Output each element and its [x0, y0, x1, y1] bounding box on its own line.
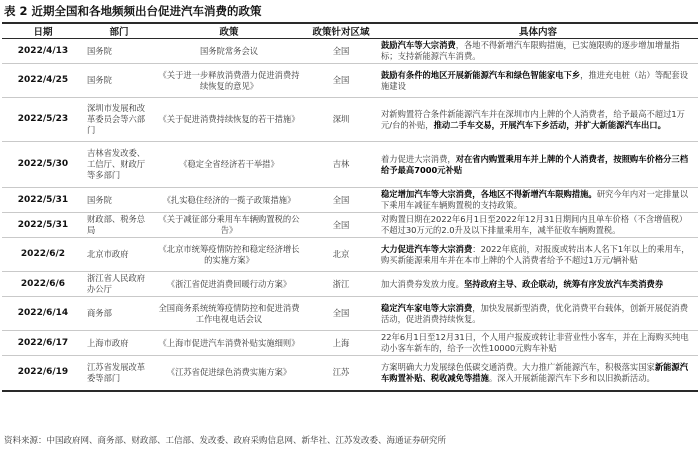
cell-date: 2022/4/13 [2, 39, 84, 64]
table-row [2, 356, 698, 390]
cell-region: 上海 [304, 331, 378, 356]
content-text: ，加快发展新型消费，优化消费平台载体，创新开展促消费活动，促进消费持续恢复。 [381, 302, 689, 324]
cell-region: 全国 [304, 297, 378, 331]
cell-policy: 《稳定全省经济若干举措》 [154, 142, 304, 188]
cell-region: 吉林 [304, 142, 378, 188]
table-body [2, 39, 698, 390]
cell-policy: 《江苏省促进绿色消费实施方案》 [166, 367, 292, 378]
cell-department: 国务院 [84, 39, 154, 64]
content-text: ：2022年底前，对报废或转出本人名下1年以上的乘用车，购买新能源乘用车并在本市上牌的个人消费者给予不超过1万元/辆补贴 [381, 243, 690, 265]
table-row [2, 39, 698, 64]
cell-content [378, 64, 698, 98]
cell-department: 吉林省发改委、工信厅、财政厅等多部门 [84, 142, 154, 188]
cell-policy: 《关于进一步释放消费潜力促进消费持续恢复的意见》 [154, 64, 304, 98]
cell-department: 财政部、税务总局 [84, 213, 154, 238]
cell-date: 2022/5/31 [2, 188, 84, 213]
policy-table [2, 24, 698, 390]
cell-policy: 《北京市统筹疫情防控和稳定经济增长的实施方案》 [154, 238, 304, 272]
cell-date: 2022/6/17 [2, 331, 84, 356]
cell-department: 国务院 [84, 64, 154, 98]
cell-region: 江苏 [332, 367, 350, 378]
cell-date: 2022/6/19 [17, 367, 69, 378]
content-emphasis: 鼓励有条件的地区开展新能源汽车和绿色智能家电下乡 [381, 69, 581, 80]
content-emphasis: 稳定增加汽车等大宗消费，各地区不得新增汽车限购措施。 [381, 189, 597, 199]
table-row [2, 272, 698, 297]
column-header-policy: 政策 [154, 24, 304, 39]
cell-content [378, 272, 698, 297]
cell-date: 2022/5/31 [2, 213, 84, 238]
cell-policy: 国务院常务会议 [154, 39, 304, 64]
cell-region: 深圳 [304, 98, 378, 142]
cell-content [378, 356, 698, 390]
cell-date: 2022/5/30 [2, 142, 84, 188]
content-text: 对购置日期在2022年6月1日至2022年12月31日期间内且单车价格（不含增值税）不超过30万元的2.0升及以下排量乘用车，减半征收车辆购置税。 [381, 214, 688, 235]
column-header-date: 日期 [2, 24, 84, 39]
cell-region: 全国 [304, 64, 378, 98]
content-text: 研究今年内对一定排量以下乘用车减征车辆购置税的支持政策。 [381, 189, 689, 210]
content-emphasis: 新能源汽车购置补贴、税收减免等措施 [381, 361, 689, 383]
cell-policy: 《上海市促进汽车消费补贴实施细则》 [154, 331, 304, 356]
cell-policy: 《浙江省促进消费回暖行动方案》 [154, 272, 304, 297]
content-emphasis: 坚持政府主导、政企联动，统筹有序发放汽车类消费券 [463, 278, 664, 289]
cell-content [378, 213, 698, 238]
cell-date: 2022/6/2 [2, 238, 84, 272]
cell-policy: 《关于减征部分乘用车车辆购置税的公告》 [154, 213, 304, 238]
cell-region: 北京 [304, 238, 378, 272]
content-emphasis: 对在省内购置乘用车并上牌的个人消费者，按照购车价格分三档给予最高7000元补贴 [381, 153, 689, 175]
column-header-content: 具体内容 [378, 24, 698, 39]
cell-date: 2022/4/25 [2, 64, 84, 98]
cell-region: 全国 [304, 188, 378, 213]
content-text: 着力促进大宗消费， [381, 153, 456, 164]
cell-date: 2022/6/6 [2, 272, 84, 297]
column-header-region: 政策针对区域 [304, 24, 378, 39]
content-text: 。深入开展新能源汽车下乡和以旧换新活动。 [488, 372, 655, 383]
table-row [2, 213, 698, 238]
cell-content [378, 238, 698, 272]
cell-policy: 《扎实稳住经济的一揽子政策措施》 [154, 188, 304, 213]
cell-department: 北京市政府 [84, 238, 154, 272]
content-text: ，各地不得新增汽车限购措施，已实施限购的逐步增加增量指标；支持新能源汽车消费。 [381, 40, 680, 61]
cell-department: 国务院 [84, 188, 154, 213]
cell-department: 深圳市发展和改革委员会等六部门 [84, 98, 154, 142]
table-header-row [2, 24, 698, 39]
policy-table-wrapper [2, 22, 698, 392]
table-title: 表 2 近期全国和各地频频出台促进汽车消费的政策 [4, 4, 262, 18]
table-row [2, 238, 698, 272]
cell-department: 江苏省发展改革委等部门 [87, 361, 146, 383]
content-text: 22年6月1日至12月31日，个人用户报废或转让非营业性小客车，并在上海购买纯电动小客车新车的，给予一次性10000元购车补贴 [381, 332, 689, 353]
cell-content [378, 39, 698, 64]
cell-department: 浙江省人民政府办公厅 [84, 272, 154, 297]
column-header-department: 部门 [84, 24, 154, 39]
cell-department: 上海市政府 [84, 331, 154, 356]
table-row [2, 64, 698, 98]
cell-department: 商务部 [84, 297, 154, 331]
cell-content [378, 98, 698, 142]
source-note: 资料来源：中国政府网、商务部、财政部、工信部、发改委、政府采购信息网、新华社、江苏发改委、海通证券研究所 [4, 436, 447, 446]
cell-region: 全国 [304, 39, 378, 64]
cell-region: 浙江 [304, 272, 378, 297]
content-emphasis: 大力促进汽车等大宗消费 [381, 243, 473, 254]
cell-policy: 《关于促进消费持续恢复的若干措施》 [154, 98, 304, 142]
cell-region: 全国 [304, 213, 378, 238]
table-row [2, 142, 698, 188]
table-row [2, 331, 698, 356]
cell-content [378, 142, 698, 188]
content-text: ，推进充电桩（站）等配套设施建设 [381, 69, 689, 91]
content-emphasis: 鼓励汽车等大宗消费 [381, 40, 456, 50]
cell-content [378, 188, 698, 213]
table-row [2, 98, 698, 142]
content-text: 对新购置符合条件新能源汽车并在深圳市内上牌的个人消费者，给予最高不超过1万元/台的补贴， [381, 108, 685, 130]
cell-content [378, 297, 698, 331]
content-emphasis: 推动二手车交易，开展汽车下乡活动，并扩大新能源汽车出口。 [433, 119, 666, 130]
cell-date: 2022/5/23 [2, 98, 84, 142]
table-row [2, 188, 698, 213]
cell-content [378, 331, 698, 356]
content-text: 加大消费券发放力度。 [381, 278, 464, 289]
content-text: 方案明确大力发展绿色低碳交通消费。大力推广新能源汽车，积极落实国家 [381, 361, 655, 372]
content-emphasis: 稳定汽车家电等大宗消费 [381, 302, 473, 313]
table-row [2, 297, 698, 331]
cell-policy: 全国商务系统统筹疫情防控和促进消费工作电视电话会议 [154, 297, 304, 331]
cell-date: 2022/6/14 [2, 297, 84, 331]
